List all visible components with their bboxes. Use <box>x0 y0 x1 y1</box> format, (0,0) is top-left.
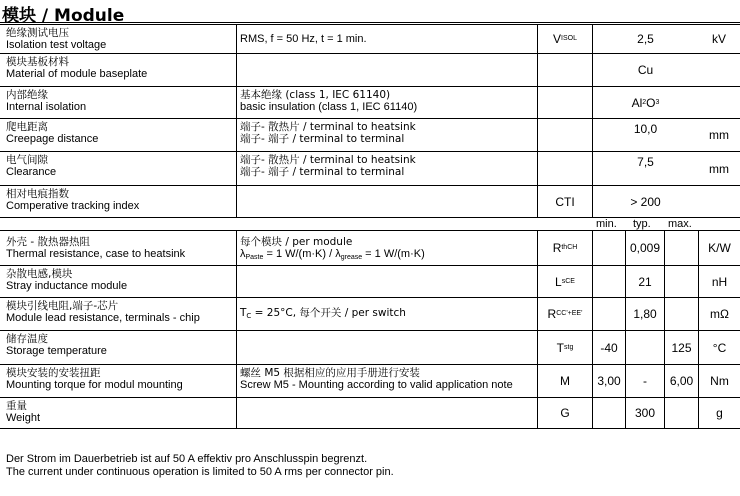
param-condition: 端子- 散热片 / terminal to heatsink 端子- 端子 / terminal to terminal <box>236 119 537 151</box>
param-name: 绝缘测试电压 Isolation test voltage <box>6 27 107 51</box>
param-unit: °C <box>698 331 740 364</box>
param-symbol <box>537 119 592 151</box>
footnote-en: The current under continuous operation is limited to 50 A rms per connector pin. <box>6 466 394 478</box>
param-symbol: V ISOL <box>537 25 592 53</box>
param-condition: RMS, f = 50 Hz, t = 1 min. <box>236 25 537 53</box>
param-condition <box>236 186 537 217</box>
param-symbol: G <box>537 398 592 428</box>
param-condition <box>236 54 537 86</box>
param-unit: g <box>698 398 740 428</box>
param-value: Cu <box>592 54 698 86</box>
header-max: max. <box>668 218 692 230</box>
param-name: 模块安装的安装扭距 Mounting torque for modul mounting <box>6 367 183 391</box>
param-unit: K/W <box>698 231 740 265</box>
param-unit <box>698 186 740 217</box>
param-unit: mm <box>709 161 729 176</box>
param-max <box>664 231 698 265</box>
param-min: 3,00 <box>592 365 625 397</box>
table-row <box>0 265 740 297</box>
param-value: 7,5 <box>592 152 698 185</box>
param-typ: 300 <box>625 398 664 428</box>
param-unit <box>698 54 740 86</box>
column-header-row <box>0 217 740 230</box>
param-name: 爬电距离 Creepage distance <box>6 121 99 145</box>
param-max <box>664 298 698 330</box>
param-name: 储存温度 Storage temperature <box>6 333 107 357</box>
param-name: 模块引线电阻,端子-芯片 Module lead resistance, terminals - chip <box>6 300 200 324</box>
table-row <box>0 24 740 53</box>
param-min <box>592 266 625 297</box>
header-typ: typ. <box>633 218 651 230</box>
param-typ: 21 <box>625 266 664 297</box>
param-typ <box>625 331 664 364</box>
param-min <box>592 231 625 265</box>
table-row <box>0 151 740 185</box>
param-typ: - <box>625 365 664 397</box>
param-symbol: M <box>537 365 592 397</box>
param-symbol: CTI <box>537 186 592 217</box>
header-min: min. <box>596 218 617 230</box>
param-name: 重量 Weight <box>6 400 41 424</box>
param-typ: 0,009 <box>625 231 664 265</box>
param-symbol: T stg <box>537 331 592 364</box>
divider <box>0 22 740 23</box>
param-condition: $T_C = 25^\circ C$, 每个开关 / per switch <box>236 298 537 330</box>
param-min <box>592 298 625 330</box>
param-symbol: L sCE <box>537 266 592 297</box>
param-condition: 端子- 散热片 / terminal to heatsink 端子- 端子 / terminal to terminal <box>236 152 537 185</box>
param-name: 相对电痕指数 Comperative tracking index <box>6 188 140 212</box>
param-condition: 螺丝 M5 根据相应的应用手册进行安装 Screw M5 - Mounting according to valid application note <box>236 365 537 397</box>
param-symbol: R thCH <box>537 231 592 265</box>
param-name: 外壳 - 散热器热阻 Thermal resistance, case to heatsink <box>6 236 186 260</box>
footnote-de: Der Strom im Dauerbetrieb ist auf 50 A effektiv pro Anschlusspin begrenzt. <box>6 453 368 465</box>
table-row <box>0 86 740 118</box>
param-name: 电气间隙 Clearance <box>6 154 57 178</box>
param-condition <box>236 398 537 428</box>
table-row <box>0 53 740 86</box>
param-name: 模块基板材料 Material of module baseplate <box>6 56 148 80</box>
param-value: 10,0 <box>592 119 698 151</box>
param-symbol <box>537 87 592 118</box>
param-unit <box>698 87 740 118</box>
param-symbol <box>537 54 592 86</box>
param-max <box>664 266 698 297</box>
param-min <box>592 398 625 428</box>
param-unit: kV <box>711 32 726 46</box>
param-unit: mΩ <box>698 298 740 330</box>
table-row <box>0 397 740 429</box>
table-row <box>0 230 740 265</box>
param-value: Al 2 O 3 <box>592 87 698 118</box>
table-row <box>0 330 740 364</box>
param-symbol <box>537 152 592 185</box>
param-condition <box>236 331 537 364</box>
section-title: 模块 / Module <box>2 6 125 26</box>
table-row <box>0 185 740 217</box>
param-name: 杂散电感,模块 Stray inductance module <box>6 268 128 292</box>
param-max: 6,00 <box>664 365 698 397</box>
param-value: > 200 <box>592 186 698 217</box>
table-row <box>0 297 740 330</box>
param-condition: 每个模块 / per module $\lambda_{Paste} = 1$ $W/(m\cdot K) / \lambda_{grease} = 1$ W/(m·K) <box>236 231 537 265</box>
param-unit: Nm <box>698 365 740 397</box>
param-name: 内部绝缘 Internal isolation <box>6 89 87 113</box>
param-symbol: R CC'+EE' <box>537 298 592 330</box>
param-max: 125 <box>664 331 698 364</box>
param-unit: mm <box>709 128 729 142</box>
param-typ: 1,80 <box>625 298 664 330</box>
table-row <box>0 364 740 397</box>
param-min: -40 <box>592 331 625 364</box>
param-condition <box>236 266 537 297</box>
param-unit: nH <box>698 266 740 297</box>
param-condition: 基本绝缘 (class 1, IEC 61140) basic insulation (class 1, IEC 61140) <box>236 87 537 118</box>
table-row <box>0 118 740 151</box>
param-value: 2,5 <box>592 25 698 53</box>
param-max <box>664 398 698 428</box>
